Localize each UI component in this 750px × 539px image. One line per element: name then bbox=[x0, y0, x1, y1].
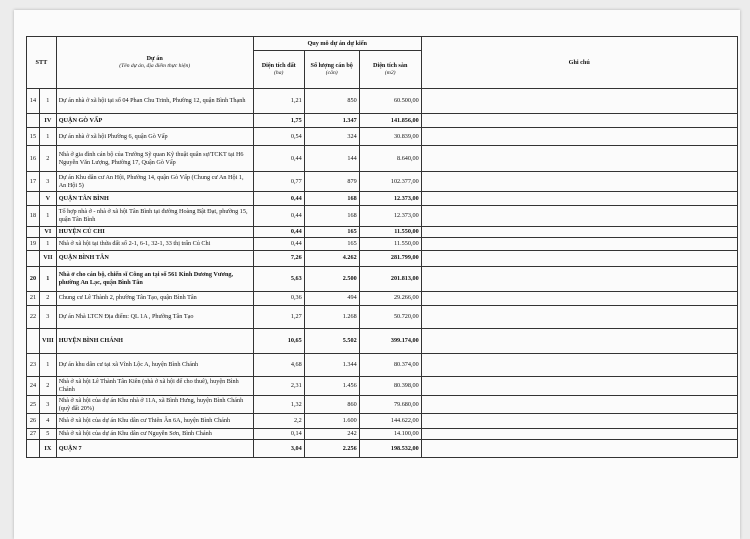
section-row bbox=[27, 440, 738, 458]
floor-area-cell: 201.813,00 bbox=[359, 266, 421, 291]
table-row bbox=[27, 89, 738, 114]
table-row bbox=[27, 291, 738, 305]
notes-cell bbox=[421, 128, 737, 146]
sub-index-cell: 3 bbox=[40, 305, 57, 328]
floor-area-cell: 50.720,00 bbox=[359, 305, 421, 328]
staff-count-cell: 1.268 bbox=[304, 305, 359, 328]
section-row bbox=[27, 328, 738, 353]
floor-area-cell: 281.799,00 bbox=[359, 250, 421, 266]
sub-index-cell: 4 bbox=[40, 414, 57, 429]
project-name-cell: QUẬN 7 bbox=[56, 440, 253, 458]
header-project bbox=[56, 37, 253, 89]
land-area-cell: 0,14 bbox=[253, 429, 304, 440]
floor-area-cell: 11.550,00 bbox=[359, 237, 421, 250]
notes-cell bbox=[421, 250, 737, 266]
staff-count-cell: 165 bbox=[304, 227, 359, 238]
land-area-cell: 5,63 bbox=[253, 266, 304, 291]
notes-cell bbox=[421, 146, 737, 172]
project-name-cell: Nhà ở xã hội Lê Thành Tân Kiên (nhà ở xã hội để cho thuê), huyện Bình Chánh bbox=[56, 376, 253, 395]
stt-cell: 17 bbox=[27, 172, 40, 192]
stt-cell: 14 bbox=[27, 89, 40, 114]
land-area-cell: 2,2 bbox=[253, 414, 304, 429]
header-floor-area bbox=[359, 51, 421, 89]
notes-cell bbox=[421, 206, 737, 227]
project-name-cell: HUYỆN BÌNH CHÁNH bbox=[56, 328, 253, 353]
land-area-cell: 0,44 bbox=[253, 206, 304, 227]
header-staff-count-label: Số lượng cán bộ bbox=[310, 62, 353, 70]
floor-area-cell: 80.374,00 bbox=[359, 353, 421, 376]
notes-cell bbox=[421, 114, 737, 128]
land-area-cell: 1,32 bbox=[253, 395, 304, 414]
floor-area-cell: 141.856,00 bbox=[359, 114, 421, 128]
notes-cell bbox=[421, 414, 737, 429]
sub-index-cell: 2 bbox=[40, 291, 57, 305]
sub-index-cell: 1 bbox=[40, 266, 57, 291]
project-name-cell: Nhà ở xã hội tại thửa đất số 2-1, 6-1, 32-1, 33 thị trấn Củ Chi bbox=[56, 237, 253, 250]
stt-cell bbox=[27, 227, 40, 238]
land-area-cell: 2,31 bbox=[253, 376, 304, 395]
notes-cell bbox=[421, 227, 737, 238]
staff-count-cell: 5.502 bbox=[304, 328, 359, 353]
staff-count-cell: 879 bbox=[304, 172, 359, 192]
section-row bbox=[27, 250, 738, 266]
staff-count-cell: 168 bbox=[304, 192, 359, 206]
staff-count-cell: 1.456 bbox=[304, 376, 359, 395]
floor-area-cell: 60.500,00 bbox=[359, 89, 421, 114]
floor-area-cell: 29.266,00 bbox=[359, 291, 421, 305]
staff-count-cell: 1.600 bbox=[304, 414, 359, 429]
notes-cell bbox=[421, 291, 737, 305]
table-row bbox=[27, 429, 738, 440]
project-name-cell: Nhà ở cho cán bộ, chiến sĩ Công an tại số 561 Kinh Dương Vương, phường An Lạc, quận Bình Tân bbox=[56, 266, 253, 291]
project-name-cell: Dự án nhà ở xã hội tại số 04 Phan Chu Trinh, Phường 12, quận Bình Thạnh bbox=[56, 89, 253, 114]
floor-area-cell: 11.550,00 bbox=[359, 227, 421, 238]
sub-index-cell: 5 bbox=[40, 429, 57, 440]
sub-index-cell: 1 bbox=[40, 128, 57, 146]
table-body bbox=[27, 89, 738, 458]
project-name-cell: Dự án Nhà LTCN Địa điểm: QL 1A , Phường Tân Tạo bbox=[56, 305, 253, 328]
notes-cell bbox=[421, 376, 737, 395]
project-name-cell: Nhà ở xã hội của dự án Khu dân cư Nguyễn Sơn, Bình Chánh bbox=[56, 429, 253, 440]
sub-index-cell: 2 bbox=[40, 376, 57, 395]
header-staff-count bbox=[304, 51, 359, 89]
land-area-cell: 0,54 bbox=[253, 128, 304, 146]
staff-count-cell: 168 bbox=[304, 206, 359, 227]
land-area-cell: 10,65 bbox=[253, 328, 304, 353]
floor-area-cell: 144.622,00 bbox=[359, 414, 421, 429]
staff-count-cell: 850 bbox=[304, 89, 359, 114]
staff-count-cell: 1.344 bbox=[304, 353, 359, 376]
land-area-cell: 0,77 bbox=[253, 172, 304, 192]
stt-cell: 20 bbox=[27, 266, 40, 291]
stt-cell bbox=[27, 440, 40, 458]
floor-area-cell: 102.377,00 bbox=[359, 172, 421, 192]
staff-count-cell: 2.256 bbox=[304, 440, 359, 458]
notes-cell bbox=[421, 172, 737, 192]
notes-cell bbox=[421, 266, 737, 291]
stt-cell: 24 bbox=[27, 376, 40, 395]
floor-area-cell: 14.100,00 bbox=[359, 429, 421, 440]
section-row bbox=[27, 192, 738, 206]
table-row bbox=[27, 172, 738, 192]
notes-cell bbox=[421, 353, 737, 376]
notes-cell bbox=[421, 328, 737, 353]
land-area-cell: 1,21 bbox=[253, 89, 304, 114]
land-area-cell: 1,27 bbox=[253, 305, 304, 328]
staff-count-cell: 860 bbox=[304, 395, 359, 414]
header-project-title: Dự án bbox=[146, 55, 163, 63]
header-scale-group: Quy mô dự án dự kiến bbox=[253, 37, 421, 51]
stt-cell bbox=[27, 192, 40, 206]
stt-cell bbox=[27, 328, 40, 353]
sub-index-cell: 3 bbox=[40, 395, 57, 414]
stt-cell: 23 bbox=[27, 353, 40, 376]
table-row bbox=[27, 395, 738, 414]
sub-index-cell: 2 bbox=[40, 146, 57, 172]
land-area-cell: 0,44 bbox=[253, 146, 304, 172]
staff-count-cell: 324 bbox=[304, 128, 359, 146]
staff-count-cell: 165 bbox=[304, 237, 359, 250]
sub-index-cell: IX bbox=[40, 440, 57, 458]
sub-index-cell: 3 bbox=[40, 172, 57, 192]
stt-cell bbox=[27, 250, 40, 266]
project-name-cell: Tổ hợp nhà ở - nhà ở xã hội Tân Bình tại đường Hoàng Bật Đạt, phường 15, quận Tân Bình bbox=[56, 206, 253, 227]
floor-area-cell: 8.640,00 bbox=[359, 146, 421, 172]
project-name-cell: QUẬN BÌNH TÂN bbox=[56, 250, 253, 266]
stt-cell: 18 bbox=[27, 206, 40, 227]
staff-count-cell: 2.500 bbox=[304, 266, 359, 291]
notes-cell bbox=[421, 305, 737, 328]
stt-cell: 27 bbox=[27, 429, 40, 440]
land-area-cell: 0,44 bbox=[253, 227, 304, 238]
document-page bbox=[14, 10, 740, 539]
stt-cell: 16 bbox=[27, 146, 40, 172]
staff-count-cell: 1.347 bbox=[304, 114, 359, 128]
sub-index-cell: 1 bbox=[40, 237, 57, 250]
notes-cell bbox=[421, 395, 737, 414]
table-row bbox=[27, 414, 738, 429]
project-name-cell: Dự án Khu dân cư An Hội, Phường 14, quận Gò Vấp (Chung cư An Hội 1, An Hội 5) bbox=[56, 172, 253, 192]
housing-projects-table bbox=[26, 36, 738, 458]
stt-cell: 21 bbox=[27, 291, 40, 305]
section-row bbox=[27, 227, 738, 238]
notes-cell bbox=[421, 237, 737, 250]
header-floor-area-label: Diện tích sàn bbox=[373, 62, 408, 70]
stt-cell: 22 bbox=[27, 305, 40, 328]
land-area-cell: 4,68 bbox=[253, 353, 304, 376]
land-area-cell: 1,75 bbox=[253, 114, 304, 128]
header-land-area-label: Diện tích đất bbox=[261, 62, 296, 70]
floor-area-cell: 399.174,00 bbox=[359, 328, 421, 353]
land-area-cell: 0,44 bbox=[253, 237, 304, 250]
land-area-cell: 0,36 bbox=[253, 291, 304, 305]
project-name-cell: QUẬN TÂN BÌNH bbox=[56, 192, 253, 206]
header-staff-count-unit: (căn) bbox=[325, 69, 338, 76]
header-floor-area-unit: (m2) bbox=[384, 69, 396, 76]
notes-cell bbox=[421, 192, 737, 206]
table-row bbox=[27, 206, 738, 227]
sub-index-cell: 1 bbox=[40, 353, 57, 376]
table-row bbox=[27, 237, 738, 250]
staff-count-cell: 144 bbox=[304, 146, 359, 172]
notes-cell bbox=[421, 429, 737, 440]
project-name-cell: Dự án nhà ở xã hội Phường 6, quận Gò Vấp bbox=[56, 128, 253, 146]
stt-cell: 26 bbox=[27, 414, 40, 429]
sub-index-cell: V bbox=[40, 192, 57, 206]
stt-cell bbox=[27, 114, 40, 128]
notes-cell bbox=[421, 89, 737, 114]
floor-area-cell: 198.532,00 bbox=[359, 440, 421, 458]
staff-count-cell: 242 bbox=[304, 429, 359, 440]
header-notes: Ghi chú bbox=[421, 37, 737, 89]
sub-index-cell: IV bbox=[40, 114, 57, 128]
land-area-cell: 0,44 bbox=[253, 192, 304, 206]
table-row bbox=[27, 266, 738, 291]
section-row bbox=[27, 114, 738, 128]
stt-cell: 15 bbox=[27, 128, 40, 146]
header-land-area-unit: (ha) bbox=[274, 69, 284, 76]
floor-area-cell: 12.373,00 bbox=[359, 206, 421, 227]
project-name-cell: Chung cư Lê Thành 2, phường Tân Tạo, quận Bình Tân bbox=[56, 291, 253, 305]
header-land-area bbox=[253, 51, 304, 89]
project-name-cell: Dự án khu dân cư tại xã Vĩnh Lộc A, huyện Bình Chánh bbox=[56, 353, 253, 376]
stt-cell: 19 bbox=[27, 237, 40, 250]
stt-cell: 25 bbox=[27, 395, 40, 414]
land-area-cell: 3,04 bbox=[253, 440, 304, 458]
staff-count-cell: 494 bbox=[304, 291, 359, 305]
project-name-cell: HUYỆN CỦ CHI bbox=[56, 227, 253, 238]
project-name-cell: Nhà ở xã hội của dự án Khu dân cư Thiên Ân 6A, huyện Bình Chánh bbox=[56, 414, 253, 429]
table-row bbox=[27, 376, 738, 395]
project-name-cell: Nhà ở gia đình cán bộ của Trường Sỹ quan Kỹ thuật quân sự/TCKT tại H6 Nguyễn Văn Lượng, Phường 17, Quận Gò Vấp bbox=[56, 146, 253, 172]
floor-area-cell: 12.373,00 bbox=[359, 192, 421, 206]
notes-cell bbox=[421, 440, 737, 458]
staff-count-cell: 4.262 bbox=[304, 250, 359, 266]
sub-index-cell: VI bbox=[40, 227, 57, 238]
floor-area-cell: 80.398,00 bbox=[359, 376, 421, 395]
project-name-cell: QUẬN GÒ VẤP bbox=[56, 114, 253, 128]
table-row bbox=[27, 128, 738, 146]
table-row bbox=[27, 353, 738, 376]
floor-area-cell: 30.839,00 bbox=[359, 128, 421, 146]
header-stt: STT bbox=[27, 37, 57, 89]
sub-index-cell: 1 bbox=[40, 89, 57, 114]
floor-area-cell: 79.680,00 bbox=[359, 395, 421, 414]
table-row bbox=[27, 305, 738, 328]
sub-index-cell: VII bbox=[40, 250, 57, 266]
sub-index-cell: VIII bbox=[40, 328, 57, 353]
table-row bbox=[27, 146, 738, 172]
land-area-cell: 7,26 bbox=[253, 250, 304, 266]
sub-index-cell: 1 bbox=[40, 206, 57, 227]
project-name-cell: Nhà ở xã hội của dự án Khu nhà ở 11A, xã Bình Hưng, huyện Bình Chánh (quỹ đất 20%) bbox=[56, 395, 253, 414]
header-project-subtitle: (Tên dự án, địa điểm thực hiện) bbox=[119, 62, 191, 69]
